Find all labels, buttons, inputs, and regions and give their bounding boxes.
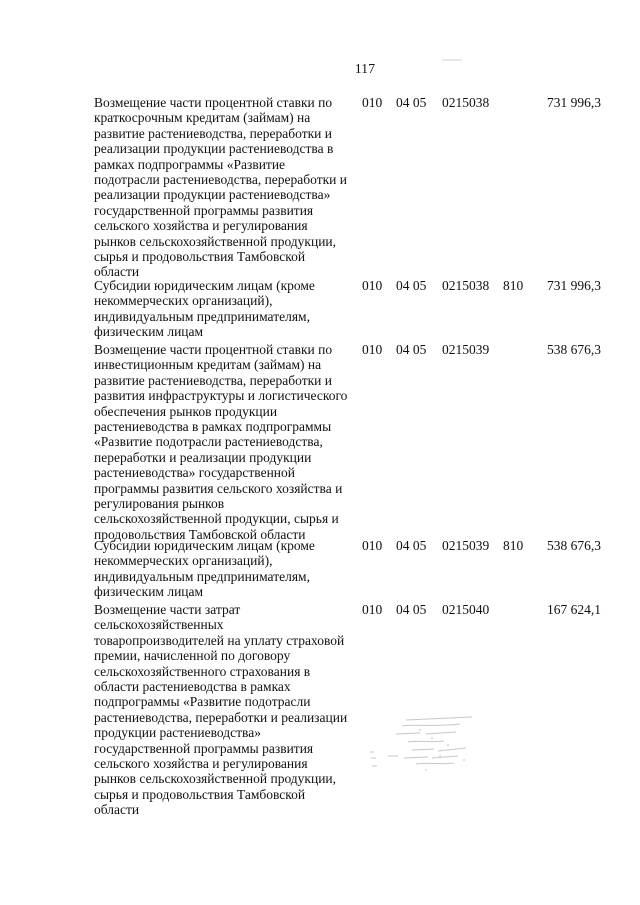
row-description: Субсидии юридическим лицам (кроме некоммерческих организаций), индивидуальным предпринимателям, физическим лицам [94,278,315,340]
amount: 538 676,3 [547,538,601,553]
section-code: 04 05 [396,602,427,617]
target-code: 0215038 [442,95,490,110]
ministry-code: 010 [362,602,383,617]
row-description: Субсидии юридическим лицам (кроме некоммерческих организаций), индивидуальным предпринимателям, физическим лицам [94,538,315,600]
ministry-code: 010 [362,342,383,357]
target-code: 0215038 [442,278,490,293]
row-description: Возмещение части процентной ставки по краткосрочным кредитам (займам) на развитие растениеводства, переработки и реализации продукции растениеводства в рамках подпрограммы «Развитие подотрасли растениеводства, переработки и реализации продукции растениеводства» государственной программы развития сельского хозяйства и регулирования рынков сельскохозяйственной продукции, сырья и продовольствия Тамбовской области [94,95,347,280]
target-code: 0215039 [442,342,490,357]
section-code: 04 05 [396,538,427,553]
amount: 731 996,3 [547,95,601,110]
row-description: Возмещение части затрат сельскохозяйственных товаропроизводителей на уплату страховой премии, начисленной по договору сельскохозяйственного страхования в области растениеводства в рамках подпрограммы «Развитие подотрасли растениеводства, переработки и реализации продукции растениеводства» государственной программы развития сельского хозяйства и регулирования рынков сельскохозяйственной продукции, сырья и продовольствия Тамбовской области [94,602,348,818]
page-number: 117 [354,61,376,76]
amount: 731 996,3 [547,278,601,293]
amount: 538 676,3 [547,342,601,357]
amount: 167 624,1 [547,602,601,617]
expense-type-code: 810 [503,538,524,553]
target-code: 0215039 [442,538,490,553]
ministry-code: 010 [362,278,383,293]
section-code: 04 05 [396,342,427,357]
target-code: 0215040 [442,602,490,617]
ministry-code: 010 [362,538,383,553]
section-code: 04 05 [396,95,427,110]
ministry-code: 010 [362,95,383,110]
expense-type-code: 810 [503,278,524,293]
paper-scuff [442,48,462,50]
row-description: Возмещение части процентной ставки по инвестиционным кредитам (займам) на развитие растениеводства, переработки и развития инфраструктуры и логистического обеспечения рынков продукции растениеводства в рамках подпрограммы «Развитие подотрасли растениеводства, переработки и реализации продукции растениеводства» государственной программы развития сельского хозяйства и регулирования рынков сельскохозяйственной продукции, сырья и продовольствия Тамбовской области [94,342,348,542]
section-code: 04 05 [396,278,427,293]
faded-stamp [368,712,488,782]
